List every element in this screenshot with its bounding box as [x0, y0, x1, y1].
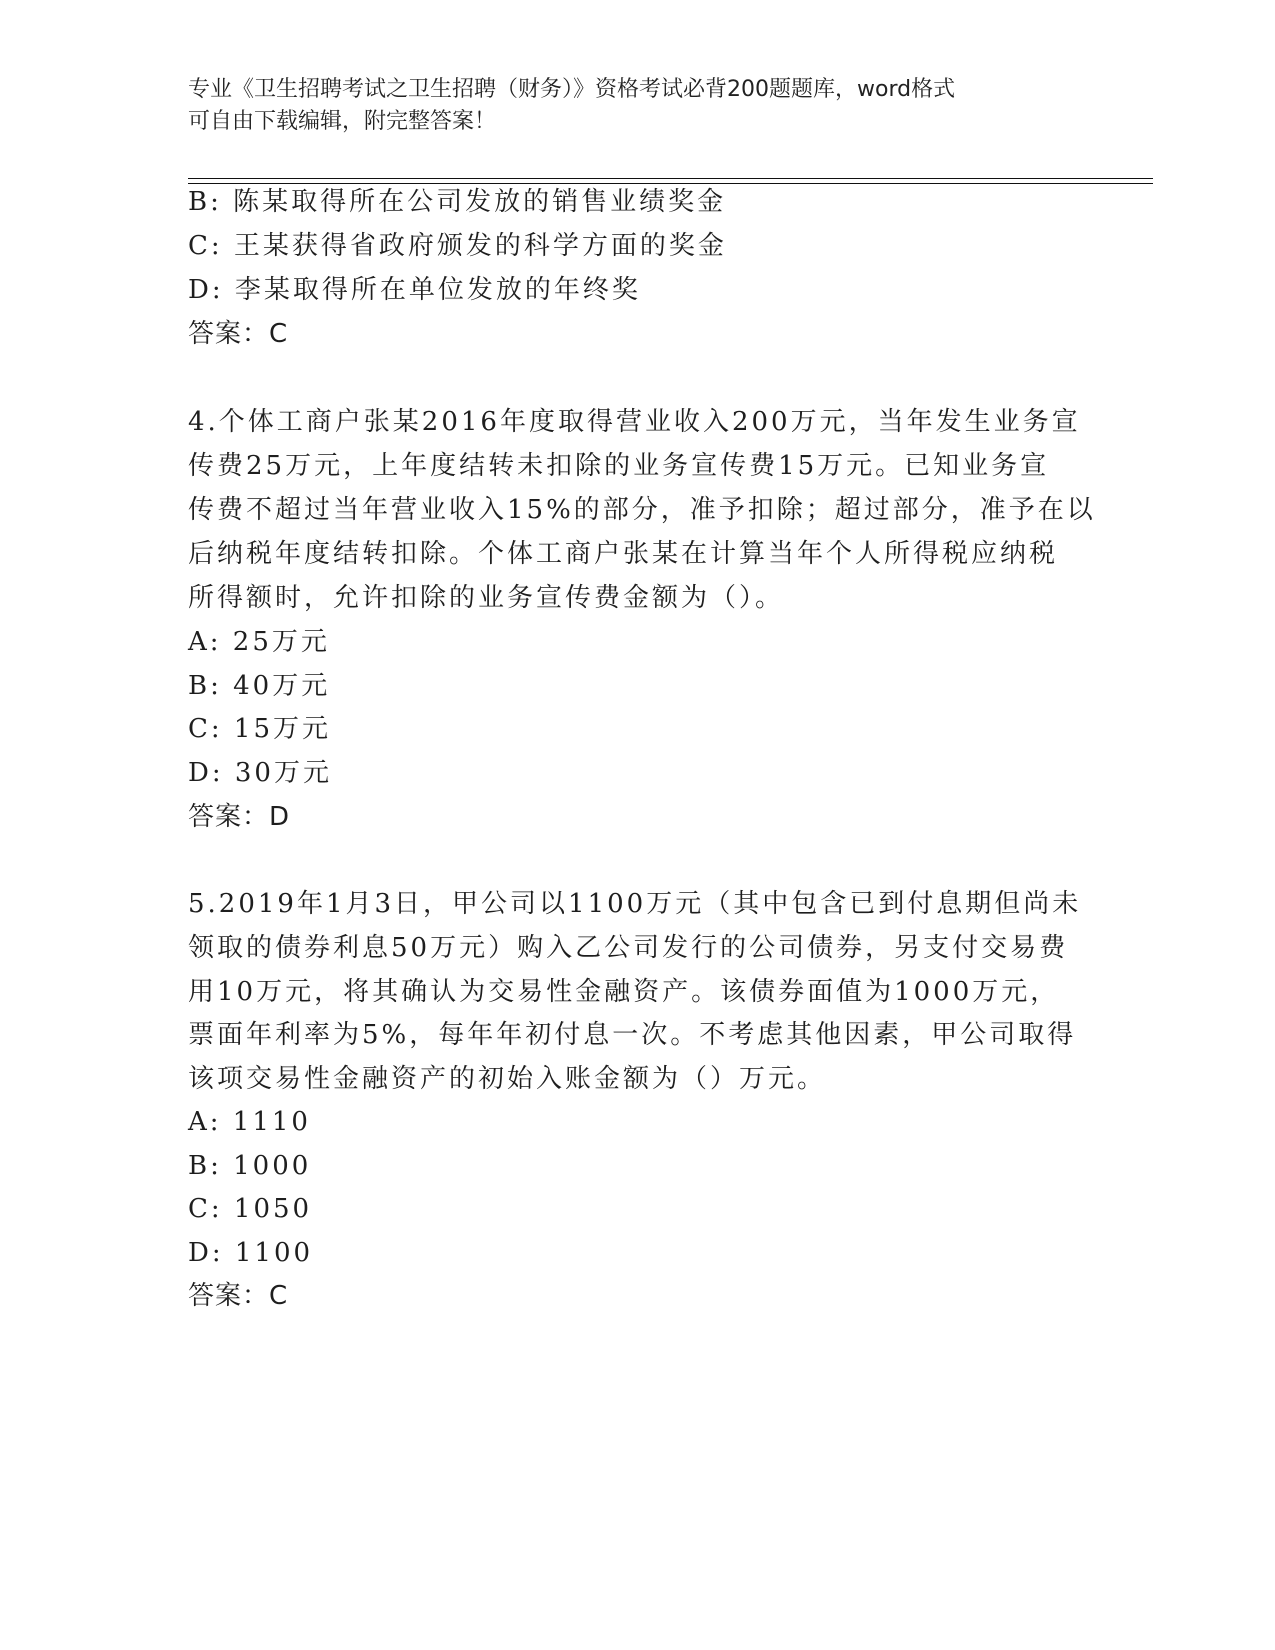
q4-option-d: D: 30万元: [188, 758, 332, 788]
q5-stem-line: 5.2019年1月3日，甲公司以1100万元（其中包含已到付息期但尚未: [188, 889, 1082, 919]
q4-stem-line: 后纳税年度结转扣除。个体工商户张某在计算当年个人所得税应纳税: [188, 539, 1059, 569]
q4-option-a: A: 25万元: [188, 627, 330, 657]
header-line-2: 可自由下载编辑，附完整答案！: [188, 109, 497, 134]
q5-stem-line: 票面年利率为5%，每年年初付息一次。不考虑其他因素，甲公司取得: [188, 1020, 1077, 1050]
header-divider-top: [188, 178, 1153, 179]
q5-stem-line: 领取的债券利息50万元）购入乙公司发行的公司债券，另支付交易费: [188, 933, 1069, 963]
q3-option-c: C: 王某获得省政府颁发的科学方面的奖金: [188, 231, 727, 261]
q5-option-a: A: 1110: [188, 1107, 311, 1137]
q3-option-d: D: 李某取得所在单位发放的年终奖: [188, 275, 641, 305]
header-divider-bottom: [188, 183, 1153, 184]
q4-option-b: B: 40万元: [188, 671, 331, 701]
q4-stem-line: 所得额时，允许扣除的业务宣传费金额为（）。: [188, 583, 785, 613]
q4-stem-line: 4.个体工商户张某2016年度取得营业收入200万元，当年发生业务宣: [188, 407, 1081, 437]
q4-answer: 答案：D: [188, 802, 291, 832]
q4-option-c: C: 15万元: [188, 714, 332, 744]
q4-stem-line: 传费25万元，上年度结转未扣除的业务宣传费15万元。已知业务宣: [188, 451, 1050, 481]
document-header: [188, 74, 1068, 138]
q5-answer: 答案：C: [188, 1281, 289, 1311]
header-line-1: 专业《卫生招聘考试之卫生招聘（财务）》资格考试必背200题题库，word格式: [188, 77, 956, 102]
q5-option-b: B: 1000: [188, 1151, 312, 1181]
q5-option-c: C: 1050: [188, 1194, 313, 1224]
q3-answer: 答案：C: [188, 319, 289, 349]
q5-stem-line: 用10万元，将其确认为交易性金融资产。该债券面值为1000万元，: [188, 977, 1060, 1007]
q5-option-d: D: 1100: [188, 1238, 314, 1268]
q4-stem-line: 传费不超过当年营业收入15%的部分，准予扣除；超过部分，准予在以: [188, 495, 1096, 525]
q5-stem-line: 该项交易性金融资产的初始入账金额为（）万元。: [188, 1064, 827, 1094]
q3-option-b: B: 陈某取得所在公司发放的销售业绩奖金: [188, 187, 727, 217]
